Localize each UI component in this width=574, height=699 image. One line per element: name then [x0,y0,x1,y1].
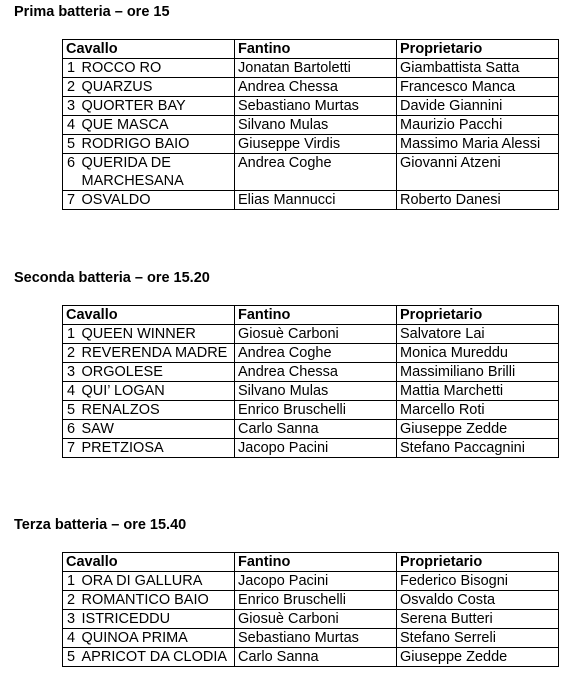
proprietario-cell: Massimo Maria Alessi [397,135,559,154]
proprietario-cell: Maurizio Pacchi [397,116,559,135]
cavallo-cell: REVERENDA MADRE [79,344,235,363]
row-number: 3 [63,610,79,629]
fantino-cell: Jacopo Pacini [235,439,397,458]
cavallo-cell: RENALZOS [79,401,235,420]
fantino-cell: Giuseppe Virdis [235,135,397,154]
row-number: 7 [63,191,79,210]
table-row [63,572,559,591]
proprietario-cell: Roberto Danesi [397,191,559,210]
row-number: 5 [63,648,79,667]
proprietario-cell: Federico Bisogni [397,572,559,591]
cavallo-cell: ROCCO RO [79,59,235,78]
seconda-batteria-table [62,305,559,458]
terza-batteria-rows [63,572,559,667]
fantino-cell: Sebastiano Murtas [235,629,397,648]
fantino-cell: Andrea Chessa [235,78,397,97]
table-row [63,439,559,458]
cavallo-cell: ORGOLESE [79,363,235,382]
fantino-cell: Enrico Bruschelli [235,591,397,610]
proprietario-cell: Giuseppe Zedde [397,648,559,667]
header-proprietario: Proprietario [397,553,559,572]
row-number: 7 [63,439,79,458]
fantino-cell: Silvano Mulas [235,116,397,135]
table-row [63,591,559,610]
cavallo-cell: ROMANTICO BAIO [79,591,235,610]
table-row [63,401,559,420]
row-number: 2 [63,344,79,363]
fantino-cell: Elias Mannucci [235,191,397,210]
table-row [63,610,559,629]
proprietario-cell: Salvatore Lai [397,325,559,344]
cavallo-cell: APRICOT DA CLODIA [79,648,235,667]
cavallo-cell: QUI’ LOGAN [79,382,235,401]
header-cavallo: Cavallo [63,306,235,325]
proprietario-cell: Davide Giannini [397,97,559,116]
proprietario-cell: Osvaldo Costa [397,591,559,610]
cavallo-cell: QUORTER BAY [79,97,235,116]
fantino-cell: Andrea Coghe [235,154,397,191]
cavallo-cell: ISTRICEDDU [79,610,235,629]
table-row [63,191,559,210]
header-cavallo: Cavallo [63,553,235,572]
header-proprietario: Proprietario [397,306,559,325]
fantino-cell: Enrico Bruschelli [235,401,397,420]
proprietario-cell: Stefano Paccagnini [397,439,559,458]
prima-batteria-title: Prima batteria – ore 15 [14,4,170,20]
cavallo-cell: OSVALDO [79,191,235,210]
seconda-batteria-title: Seconda batteria – ore 15.20 [14,270,210,286]
table-row [63,116,559,135]
table-row [63,97,559,116]
table-row [63,325,559,344]
table-row [63,420,559,439]
row-number: 6 [63,154,79,191]
table-row [63,154,559,191]
prima-batteria-table [62,39,559,210]
table-header-row [63,553,559,572]
row-number: 3 [63,97,79,116]
fantino-cell: Andrea Coghe [235,344,397,363]
table-header-row [63,40,559,59]
cavallo-cell: SAW [79,420,235,439]
header-fantino: Fantino [235,306,397,325]
row-number: 4 [63,382,79,401]
fantino-cell: Carlo Sanna [235,648,397,667]
fantino-cell: Carlo Sanna [235,420,397,439]
seconda-batteria-rows [63,325,559,458]
cavallo-cell: QUINOA PRIMA [79,629,235,648]
table-row [63,629,559,648]
header-proprietario: Proprietario [397,40,559,59]
fantino-cell: Giosuè Carboni [235,610,397,629]
fantino-cell: Jacopo Pacini [235,572,397,591]
header-fantino: Fantino [235,553,397,572]
table-row [63,344,559,363]
proprietario-cell: Massimiliano Brilli [397,363,559,382]
header-cavallo: Cavallo [63,40,235,59]
cavallo-cell: QUERIDA DE MARCHESANA [79,154,235,191]
row-number: 5 [63,135,79,154]
row-number: 1 [63,59,79,78]
fantino-cell: Silvano Mulas [235,382,397,401]
fantino-cell: Jonatan Bartoletti [235,59,397,78]
fantino-cell: Andrea Chessa [235,363,397,382]
table-row [63,382,559,401]
fantino-cell: Sebastiano Murtas [235,97,397,116]
cavallo-cell: QUE MASCA [79,116,235,135]
table-header-row [63,306,559,325]
row-number: 4 [63,116,79,135]
cavallo-cell: QUEEN WINNER [79,325,235,344]
table-row [63,59,559,78]
cavallo-cell: RODRIGO BAIO [79,135,235,154]
row-number: 3 [63,363,79,382]
cavallo-cell: QUARZUS [79,78,235,97]
row-number: 1 [63,325,79,344]
table-row [63,78,559,97]
terza-batteria-title: Terza batteria – ore 15.40 [14,517,187,533]
row-number: 2 [63,591,79,610]
row-number: 5 [63,401,79,420]
proprietario-cell: Marcello Roti [397,401,559,420]
table-row [63,135,559,154]
row-number: 2 [63,78,79,97]
proprietario-cell: Serena Butteri [397,610,559,629]
proprietario-cell: Giovanni Atzeni [397,154,559,191]
proprietario-cell: Giuseppe Zedde [397,420,559,439]
header-fantino: Fantino [235,40,397,59]
row-number: 4 [63,629,79,648]
proprietario-cell: Stefano Serreli [397,629,559,648]
fantino-cell: Giosuè Carboni [235,325,397,344]
table-row [63,648,559,667]
row-number: 6 [63,420,79,439]
proprietario-cell: Giambattista Satta [397,59,559,78]
cavallo-cell: ORA DI GALLURA [79,572,235,591]
proprietario-cell: Monica Mureddu [397,344,559,363]
cavallo-cell: PRETZIOSA [79,439,235,458]
row-number: 1 [63,572,79,591]
proprietario-cell: Mattia Marchetti [397,382,559,401]
table-row [63,363,559,382]
proprietario-cell: Francesco Manca [397,78,559,97]
terza-batteria-table [62,552,559,667]
prima-batteria-rows [63,59,559,210]
